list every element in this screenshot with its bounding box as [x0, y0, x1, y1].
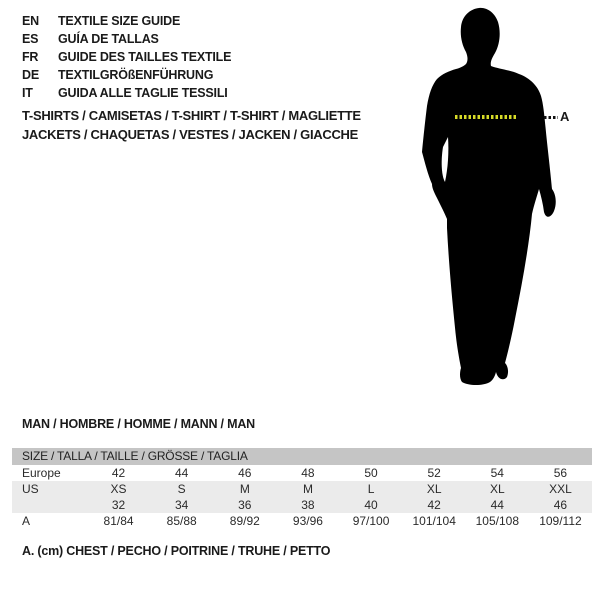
size-cell: 52	[427, 466, 441, 480]
measurement-footnote: A. (cm) CHEST / PECHO / POITRINE / TRUHE / PETTO	[22, 544, 331, 558]
figure-area	[400, 0, 600, 400]
language-code: FR	[22, 50, 39, 64]
size-cell: XXL	[549, 482, 572, 496]
language-label: GUÍA DE TALLAS	[58, 32, 159, 46]
size-cell: 42	[111, 466, 126, 480]
language-list	[22, 12, 231, 102]
category-line: JACKETS / CHAQUETAS / VESTES / JACKEN / GIACCHE	[22, 127, 358, 142]
size-cell: 56	[553, 466, 568, 480]
language-row	[22, 48, 231, 66]
size-table-body	[12, 465, 592, 529]
size-table	[12, 448, 592, 529]
size-cell: XL	[426, 482, 442, 496]
row-label: Europe	[22, 466, 61, 480]
size-cell: 40	[364, 498, 378, 512]
language-label: TEXTILGRÖßENFÜHRUNG	[58, 68, 214, 82]
size-cell: M	[302, 482, 313, 496]
size-cell: 44	[175, 466, 189, 480]
size-cell: XL	[489, 482, 505, 496]
chest-measurement-line	[455, 115, 518, 119]
language-code: DE	[22, 68, 39, 82]
size-cell: S	[177, 482, 186, 496]
size-cell: 105/108	[475, 514, 519, 528]
size-cell: 54	[490, 466, 504, 480]
size-cell: 42	[427, 498, 441, 512]
man-silhouette-icon	[400, 0, 600, 400]
language-row	[22, 12, 231, 30]
measurement-extension-line	[544, 116, 558, 119]
language-row	[22, 84, 231, 102]
category-list	[22, 106, 361, 144]
language-code: ES	[22, 32, 39, 46]
table-row	[12, 497, 592, 513]
size-cell: 46	[238, 466, 252, 480]
language-row	[22, 30, 231, 48]
size-cell: 93/96	[292, 514, 323, 528]
size-cell: 101/104	[412, 514, 456, 528]
size-cell: 50	[364, 466, 378, 480]
category-line: T-SHIRTS / CAMISETAS / T-SHIRT / T-SHIRT / MAGLIETTE	[22, 108, 361, 123]
size-cell: 81/84	[103, 514, 134, 528]
size-cell: 44	[490, 498, 504, 512]
man-silhouette-body	[422, 8, 556, 385]
size-cell: L	[367, 482, 375, 496]
section-title: MAN / HOMBRE / HOMME / MANN / MAN	[22, 417, 255, 431]
size-cell: 36	[238, 498, 252, 512]
size-cell: 109/112	[539, 514, 582, 528]
language-label: GUIDE DES TAILLES TEXTILE	[58, 50, 232, 64]
size-cell: 89/92	[229, 514, 260, 528]
language-code: IT	[22, 86, 33, 100]
row-label: A	[22, 514, 31, 528]
measurement-label-a: A	[560, 109, 570, 124]
size-cell: 97/100	[352, 514, 390, 528]
size-cell: 48	[301, 466, 315, 480]
table-row	[12, 465, 592, 481]
size-cell: XS	[110, 482, 127, 496]
size-table-header: SIZE / TALLA / TAILLE / GRÖSSE / TAGLIA	[12, 448, 592, 465]
size-cell: 38	[301, 498, 315, 512]
size-cell: 46	[553, 498, 568, 512]
language-label: TEXTILE SIZE GUIDE	[58, 14, 181, 28]
row-label: US	[22, 482, 39, 496]
size-cell: M	[239, 482, 250, 496]
table-row	[12, 481, 592, 497]
size-cell: 32	[111, 498, 126, 512]
language-label: GUIDA ALLE TAGLIE TESSILI	[58, 86, 228, 100]
table-row	[12, 513, 592, 529]
size-cell: 85/88	[166, 514, 197, 528]
row-label	[12, 497, 87, 513]
size-cell: 34	[175, 498, 189, 512]
language-code: EN	[22, 14, 39, 28]
language-row	[22, 66, 231, 84]
